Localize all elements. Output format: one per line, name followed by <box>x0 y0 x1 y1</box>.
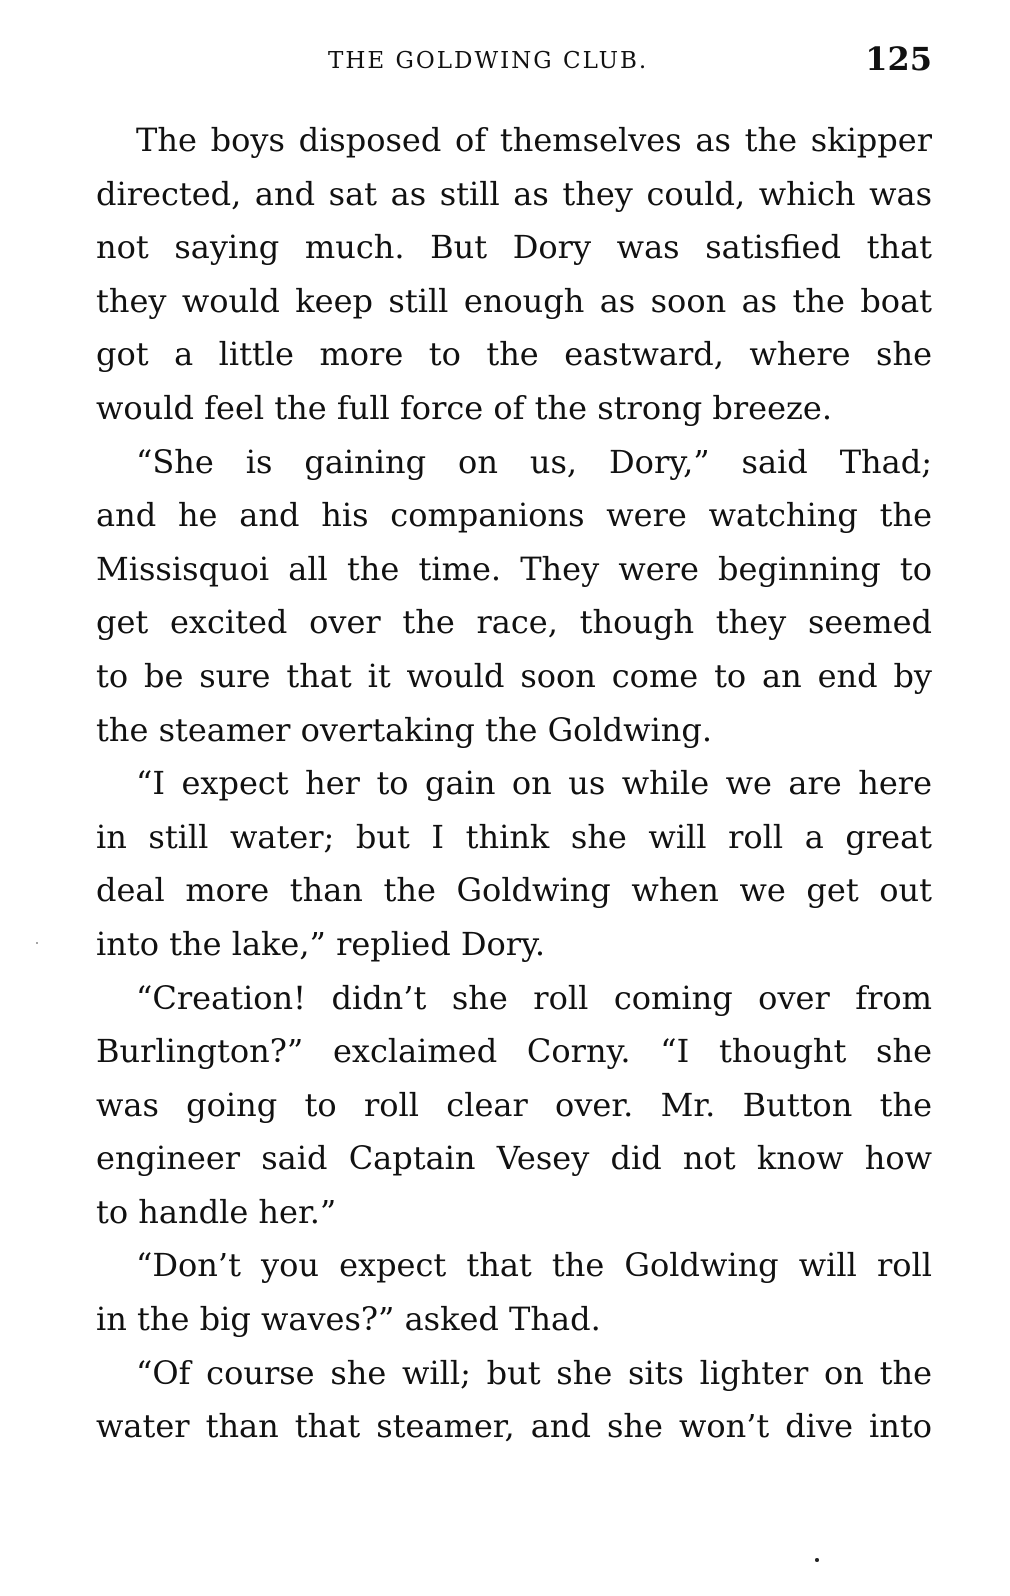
text-line: in still water; but I think she will roll a great <box>96 817 932 856</box>
text-line: got a little more to the eastward, where she <box>96 335 932 374</box>
text-line: “Don’t you expect that the Goldwing will roll <box>136 1246 932 1285</box>
text-line: into the lake,” replied Dory. <box>96 924 546 963</box>
text-line: The boys disposed of themselves as the skipper <box>136 121 932 159</box>
text-line: “I expect her to gain on us while we are here <box>136 764 932 803</box>
running-head <box>96 40 932 84</box>
paragraph <box>96 114 932 436</box>
print-speck <box>36 942 38 944</box>
text-line: directed, and sat as still as they could, which was <box>96 174 932 213</box>
page-number: 125 <box>865 40 932 78</box>
text-line: would feel the full force of the strong breeze. <box>96 388 832 427</box>
paragraph <box>96 1239 932 1346</box>
text-line: to be sure that it would soon come to an end by <box>96 656 932 695</box>
text-line: Missisquoi all the time. They were beginning to <box>96 549 932 588</box>
text-line: “Of course she will; but she sits lighter on the <box>136 1353 932 1392</box>
text-line: “Creation! didn’t she roll coming over from <box>136 978 932 1017</box>
running-title: THE GOLDWING CLUB. <box>328 48 649 74</box>
print-speck <box>815 1558 819 1562</box>
body-text <box>96 114 932 1444</box>
text-line: deal more than the Goldwing when we get out <box>96 871 932 910</box>
text-line: to handle her.” <box>96 1192 337 1231</box>
text-line: get excited over the race, though they seemed <box>96 603 932 642</box>
text-line: water than that steamer, and she won’t dive into <box>96 1407 932 1446</box>
paragraph <box>96 972 932 1240</box>
paragraph <box>96 1347 932 1454</box>
text-line: Burlington?” exclaimed Corny. “I thought she <box>96 1032 932 1071</box>
text-line: in the big waves?” asked Thad. <box>96 1300 601 1339</box>
text-line: not saying much. But Dory was satisfied that <box>96 228 932 267</box>
paragraph <box>96 757 932 971</box>
text-line: engineer said Captain Vesey did not know how <box>96 1139 932 1178</box>
paragraph <box>96 436 932 758</box>
text-line: “She is gaining on us, Dory,” said Thad; <box>136 442 932 481</box>
text-line: was going to roll clear over. Mr. Button the <box>96 1085 932 1124</box>
text-line: they would keep still enough as soon as the boat <box>96 281 932 320</box>
text-line: the steamer overtaking the Goldwing. <box>96 710 713 749</box>
text-line: and he and his companions were watching the <box>96 496 932 535</box>
